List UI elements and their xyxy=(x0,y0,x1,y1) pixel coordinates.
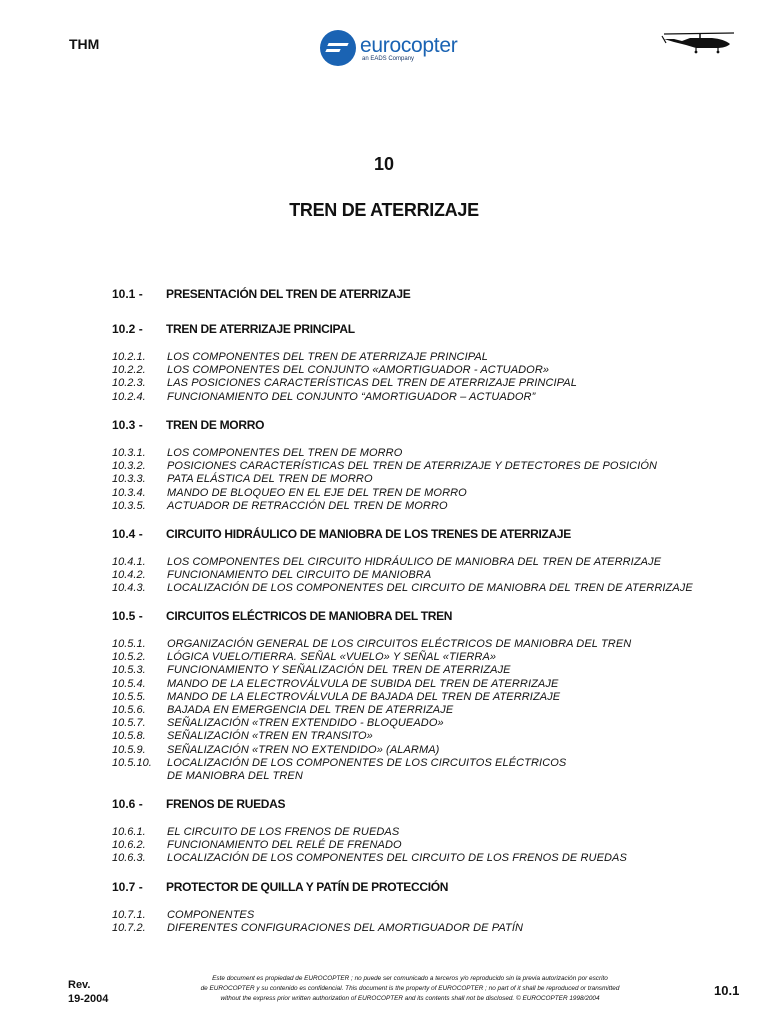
toc-section-title: CIRCUITO HIDRÁULICO DE MANIOBRA DE LOS TRENES DE ATERRIZAJE xyxy=(166,527,571,541)
chapter-number: 10 xyxy=(373,154,395,174)
document-code: THM xyxy=(69,36,100,52)
toc-item-title: LOCALIZACIÓN DE LOS COMPONENTES DE LOS CIRCUITOS ELÉCTRICOS xyxy=(167,756,567,769)
toc-item-title: COMPONENTES xyxy=(167,909,255,921)
toc-item-title: MANDO DE LA ELECTROVÁLVULA DE BAJADA DEL TREN DE ATERRIZAJE xyxy=(167,690,561,703)
toc-item-number: 10.7.1. xyxy=(112,909,146,921)
toc-item-title: LOS COMPONENTES DEL CONJUNTO «AMORTIGUADOR - ACTUADOR» xyxy=(167,364,550,377)
revision-label: Rev. xyxy=(68,979,91,991)
toc-section-number: 10.1 - xyxy=(112,287,143,301)
logo-emblem-icon xyxy=(320,30,356,66)
toc-section-title: FRENOS DE RUEDAS xyxy=(166,797,286,811)
legal-line: without the express prior written authorization of EUROCOPTER and its contents shall not be disclosed. © EUROCOPTER 1998/2004 xyxy=(220,995,600,1002)
toc-item-number: 10.5.9. xyxy=(112,743,146,756)
toc-item-title: BAJADA EN EMERGENCIA DEL TREN DE ATERRIZAJE xyxy=(167,704,454,716)
toc-section-title: CIRCUITOS ELÉCTRICOS DE MANIOBRA DEL TREN xyxy=(166,609,453,623)
toc-item-number: 10.2.3. xyxy=(112,377,146,390)
toc-item-number: 10.3.2. xyxy=(112,460,146,473)
toc-item-title: SEÑALIZACIÓN «TREN EN TRANSITO» xyxy=(167,730,373,743)
toc-item-number: 10.2.1. xyxy=(112,351,146,363)
toc-item-title: LOS COMPONENTES DEL CIRCUITO HIDRÁULICO DE MANIOBRA DEL TREN DE ATERRIZAJE xyxy=(167,556,662,568)
toc-item-number: 10.3.1. xyxy=(112,447,146,459)
legal-line: de EUROCOPTER y su contenido es confidencial. This document is the property of EUROCOPTER ; no part of it shall be reproduced or transmitted xyxy=(200,985,620,992)
toc-item-number: 10.3.5. xyxy=(112,499,146,512)
toc-section-number: 10.5 - xyxy=(112,609,143,623)
logo-tagline: an EADS Company xyxy=(362,56,415,62)
toc-item-title: FUNCIONAMIENTO DEL CONJUNTO “AMORTIGUADOR – ACTUADOR” xyxy=(167,390,536,403)
toc-section-title: TREN DE MORRO xyxy=(166,418,265,432)
toc-item-title: POSICIONES CARACTERÍSTICAS DEL TREN DE ATERRIZAJE Y DETECTORES DE POSICIÓN xyxy=(167,460,658,473)
toc-section-number: 10.7 - xyxy=(112,880,143,894)
toc-item-number: 10.5.10. xyxy=(112,756,152,769)
toc-item-number: 10.5.4. xyxy=(112,677,146,690)
toc-item-number: 10.7.2. xyxy=(112,922,146,935)
toc-section-title: TREN DE ATERRIZAJE PRINCIPAL xyxy=(166,322,355,336)
toc-section-number: 10.2 - xyxy=(112,322,143,336)
toc-item-title: LOS COMPONENTES DEL TREN DE ATERRIZAJE PRINCIPAL xyxy=(167,351,489,363)
eurocopter-logo xyxy=(320,30,490,66)
toc-item-title: FUNCIONAMIENTO DEL CIRCUITO DE MANIOBRA xyxy=(167,569,432,582)
toc-item-title: LOS COMPONENTES DEL TREN DE MORRO xyxy=(167,447,403,459)
toc-item-title: DE MANIOBRA DEL TREN xyxy=(167,770,303,782)
toc-item-title: LOCALIZACIÓN DE LOS COMPONENTES DEL CIRCUITO DE LOS FRENOS DE RUEDAS xyxy=(167,852,627,865)
toc-item-number: 10.3.3. xyxy=(112,473,146,486)
toc-section-number: 10.4 - xyxy=(112,527,143,541)
legal-notice xyxy=(150,974,670,1004)
toc-item-number: 10.4.3. xyxy=(112,582,146,595)
toc-item-number: 10.2.4. xyxy=(112,390,146,403)
toc-section-title: PRESENTACIÓN DEL TREN DE ATERRIZAJE xyxy=(166,287,411,301)
toc-item-title: ACTUADOR DE RETRACCIÓN DEL TREN DE MORRO xyxy=(167,499,448,512)
helicopter-icon xyxy=(660,30,736,54)
toc-item-title: SEÑALIZACIÓN «TREN NO EXTENDIDO» (ALARMA) xyxy=(167,743,440,756)
logo-name: eurocopter xyxy=(360,34,458,57)
toc-item-number: 10.4.2. xyxy=(112,569,146,582)
toc-item-number: 10.5.2. xyxy=(112,651,146,664)
toc-item-number: 10.4.1. xyxy=(112,556,146,568)
toc-item-number: 10.5.6. xyxy=(112,704,146,716)
revision-date: 19-2004 xyxy=(68,993,109,1005)
toc-item-title: LOCALIZACIÓN DE LOS COMPONENTES DEL CIRCUITO DE MANIOBRA DEL TREN DE ATERRIZAJE xyxy=(167,582,693,595)
toc-item-title: FUNCIONAMIENTO Y SEÑALIZACIÓN DEL TREN DE ATERRIZAJE xyxy=(167,664,511,677)
toc-item-title: DIFERENTES CONFIGURACIONES DEL AMORTIGUADOR DE PATÍN xyxy=(167,922,524,935)
toc-item-title: EL CIRCUITO DE LOS FRENOS DE RUEDAS xyxy=(167,826,400,838)
toc-section-number: 10.3 - xyxy=(112,418,143,432)
toc-item-number: 10.6.3. xyxy=(112,852,146,865)
toc-item-title: MANDO DE LA ELECTROVÁLVULA DE SUBIDA DEL TREN DE ATERRIZAJE xyxy=(167,677,559,690)
toc-item-title: MANDO DE BLOQUEO EN EL EJE DEL TREN DE MORRO xyxy=(167,486,467,499)
toc-item-number: 10.5.5. xyxy=(112,690,146,703)
legal-line: Este document es propiedad de EUROCOPTER ; no puede ser comunicado a terceros y/o reproducido sin la previa autorización por escrito xyxy=(212,975,608,982)
toc-section-number: 10.6 - xyxy=(112,797,143,811)
toc-item-number: 10.2.2. xyxy=(112,364,146,377)
toc-item-number: 10.5.7. xyxy=(112,717,146,730)
toc-item-title: FUNCIONAMIENTO DEL RELÉ DE FRENADO xyxy=(167,839,402,852)
toc-item-number: 10.6.2. xyxy=(112,839,146,852)
toc-section-title: PROTECTOR DE QUILLA Y PATÍN DE PROTECCIÓN xyxy=(166,880,449,894)
toc-item-number: 10.5.1. xyxy=(112,638,146,650)
toc-item-title: PATA ELÁSTICA DEL TREN DE MORRO xyxy=(167,473,373,486)
toc-item-title: ORGANIZACIÓN GENERAL DE LOS CIRCUITOS ELÉCTRICOS DE MANIOBRA DEL TREN xyxy=(167,638,632,650)
toc-item-title: SEÑALIZACIÓN «TREN EXTENDIDO - BLOQUEADO» xyxy=(167,717,444,730)
toc-item-number: 10.5.8. xyxy=(112,730,146,743)
revision-block xyxy=(68,978,108,1006)
toc-item-number: 10.6.1. xyxy=(112,826,146,838)
chapter-title: TREN DE ATERRIZAJE xyxy=(289,200,479,220)
page-number: 10.1 xyxy=(714,983,740,998)
toc-item-number: 10.3.4. xyxy=(112,486,146,499)
toc-item-title: LÓGICA VUELO/TIERRA. SEÑAL «VUELO» Y SEÑAL «TIERRA» xyxy=(167,651,497,664)
toc-item-number: 10.5.3. xyxy=(112,664,146,677)
toc-item-title: LAS POSICIONES CARACTERÍSTICAS DEL TREN DE ATERRIZAJE PRINCIPAL xyxy=(167,377,577,390)
